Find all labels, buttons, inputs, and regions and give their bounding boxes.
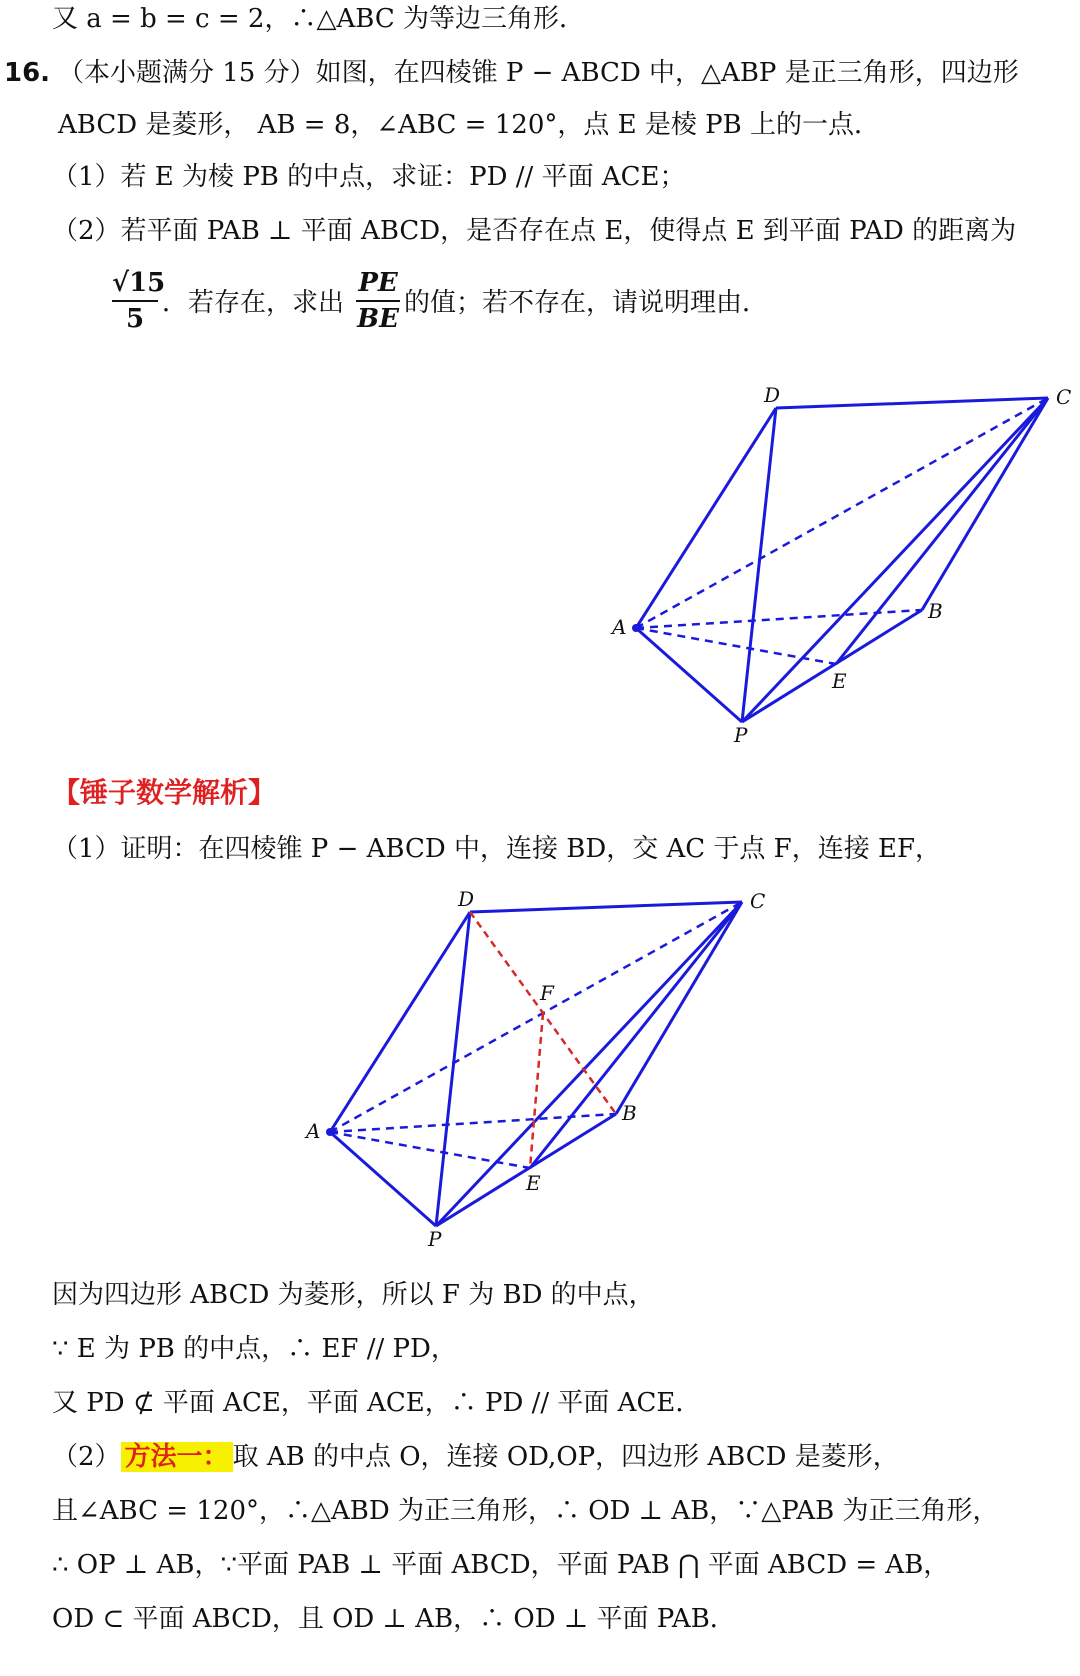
solution-part-2-line: [52, 1440, 899, 1474]
problem-number: 16.: [4, 58, 51, 88]
fig2-label-p: P: [428, 1227, 442, 1251]
fig1-label-c: C: [1056, 385, 1072, 409]
problem-part-2-tail: 的值；若不存在，请说明理由．: [404, 288, 769, 318]
problem-intro-2: ABCD 是菱形， AB = 8，∠ABC = 120°，点 E 是棱 PB 上的一点．: [58, 110, 880, 140]
solution-line-1: 因为四边形 ABCD 为菱形，所以 F 为 BD 的中点，: [52, 1280, 655, 1310]
fig2-label-b: B: [622, 1101, 637, 1125]
fig2-label-c: C: [750, 889, 766, 913]
solution-title: 【锤子数学解析】: [52, 776, 277, 809]
problem-intro-1: （本小题满分 15 分）如图，在四棱锥 P − ABCD 中，△ABP 是正三角形，四边形: [58, 58, 1019, 88]
fig2-label-f: F: [540, 981, 554, 1005]
ratio-numerator: PE: [358, 268, 398, 298]
distance-numerator: √15: [112, 268, 166, 298]
distance-denominator: 5: [125, 304, 145, 334]
fig2-label-d: D: [458, 887, 475, 911]
fig1-label-e: E: [832, 669, 847, 693]
solution-part-2-rest: 取 AB 的中点 O，连接 OD,OP，四边形 ABCD 是菱形，: [232, 1442, 899, 1472]
previous-conclusion: 又 a = b = c = 2，∴△ABC 为等边三角形．: [52, 4, 585, 34]
fig1-label-d: D: [764, 383, 781, 407]
fig1-label-p: P: [734, 723, 748, 747]
fig2-label-a: A: [306, 1119, 321, 1143]
problem-part-2: （2）若平面 PAB ⊥ 平面 ABCD，是否存在点 E，使得点 E 到平面 PAD 的距离为: [52, 216, 1017, 246]
solution-part-1-intro: （1）证明：在四棱锥 P − ABCD 中，连接 BD，交 AC 于点 F，连接 EF，: [52, 834, 941, 864]
solution-line-3: 又 PD ⊄ 平面 ACE，平面 ACE，∴ PD // 平面 ACE．: [52, 1388, 702, 1418]
solution-line-7: OD ⊂ 平面 ABCD，且 OD ⊥ AB，∴ OD ⊥ 平面 PAB．: [52, 1604, 736, 1634]
solution-line-5: 且∠ABC = 120°，∴△ABD 为正三角形，∴ OD ⊥ AB，∵△PAB 为正三角形，: [52, 1496, 999, 1526]
method-one-highlight: 方法一：: [121, 1442, 233, 1472]
solution-part-2-prefix: （2）: [52, 1442, 121, 1472]
fig1-label-a: A: [612, 615, 627, 639]
solution-line-2: ∵ E 为 PB 的中点，∴ EF // PD，: [52, 1334, 457, 1364]
problem-part-1: （1）若 E 为棱 PB 的中点，求证：PD // 平面 ACE；: [52, 162, 686, 192]
ratio-denominator: BE: [357, 304, 399, 334]
problem-part-2-mid: ．若存在，求出: [162, 288, 345, 318]
fig1-label-b: B: [928, 599, 943, 623]
solution-line-6: ∴ OP ⊥ AB，∵平面 PAB ⊥ 平面 ABCD，平面 PAB ⋂ 平面 ABCD = AB，: [52, 1550, 950, 1580]
fig2-label-e: E: [526, 1171, 541, 1195]
